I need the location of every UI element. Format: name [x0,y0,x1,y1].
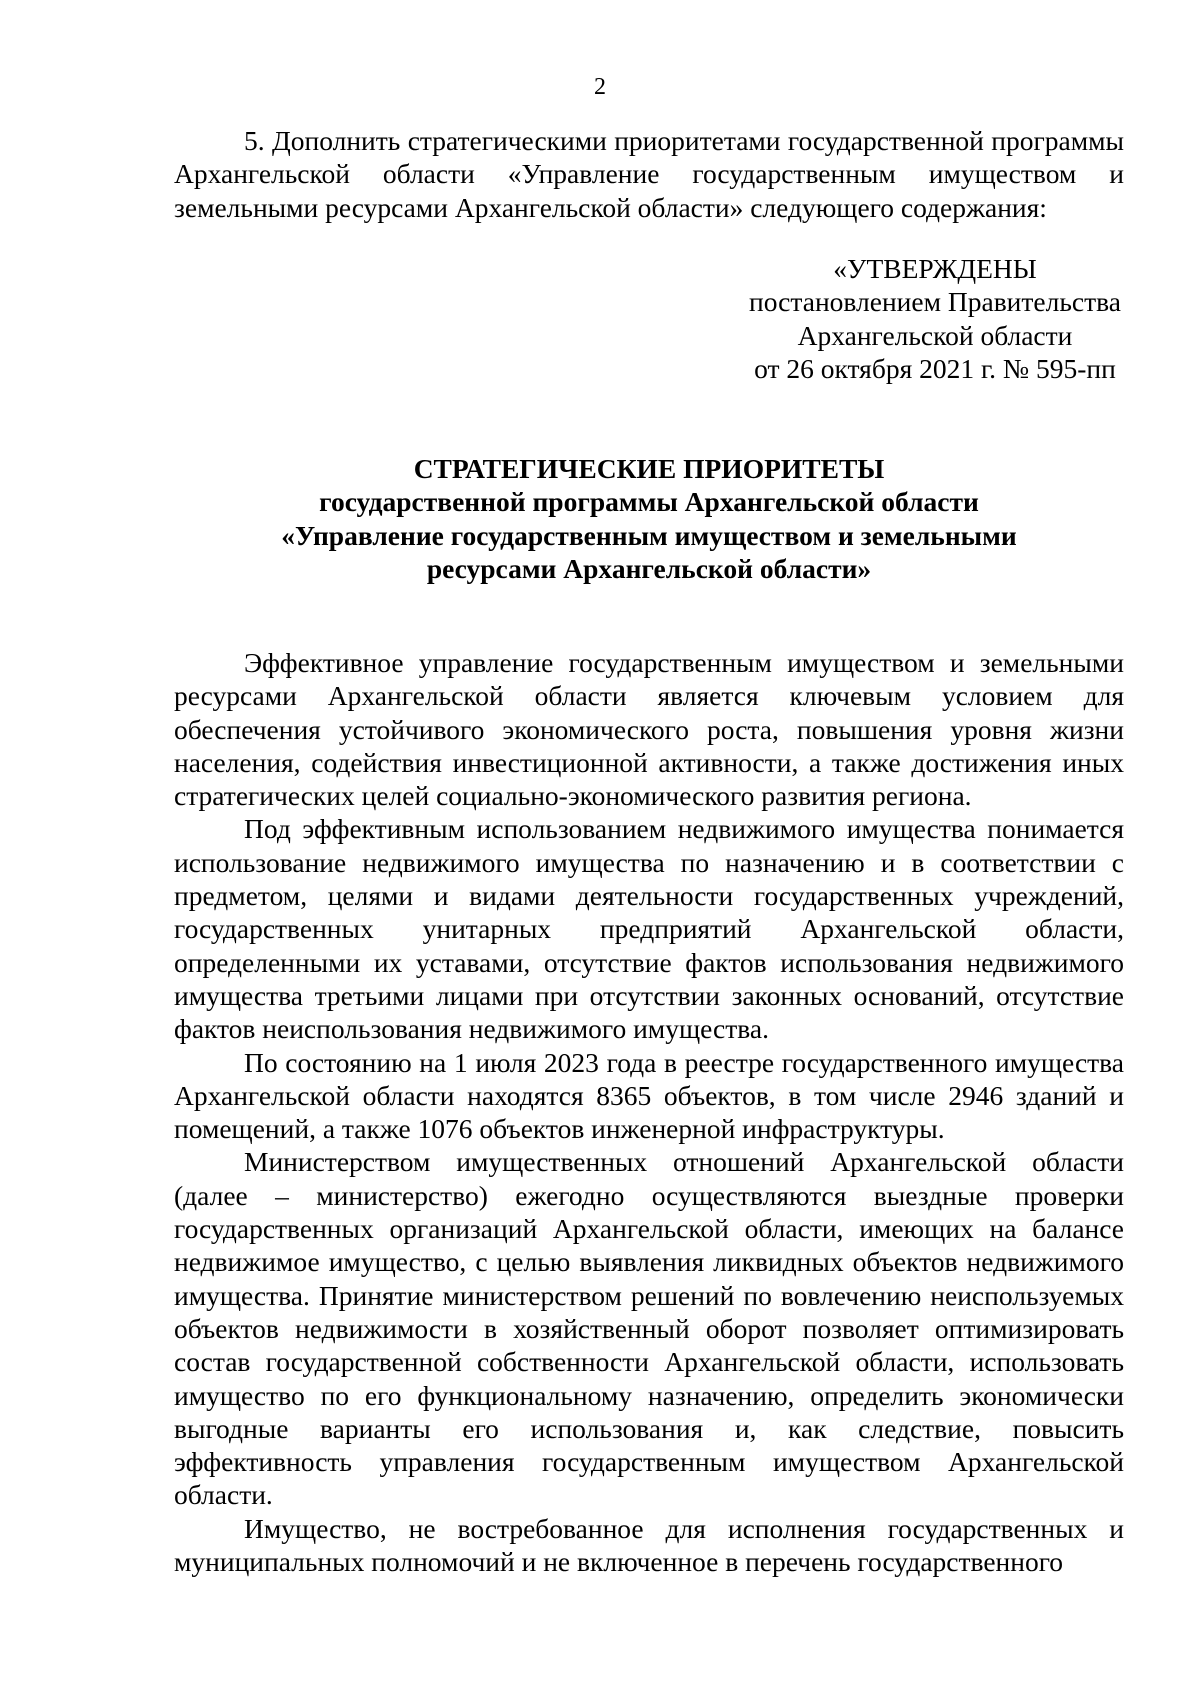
body-paragraph: Эффективное управление государственным имуществом и земельными ресурсами Архангельской области является ключевым условием для обеспечения устойчивого экономического роста, повышения уровня жизни населения, содействия инвестиционной активности, а также достижения иных стратегических целей социально-экономического развития региона. [174,647,1124,812]
approval-line-resolution: постановлением Правительства [749,286,1121,318]
document-title [174,452,1124,585]
approval-line-approved: «УТВЕРЖДЕНЫ [833,253,1037,284]
title-line-4: ресурсами Архангельской области» [426,552,872,584]
title-line-1: СТРАТЕГИЧЕСКИЕ ПРИОРИТЕТЫ [413,453,885,484]
body-paragraph: Имущество, не востребованное для исполнения государственных и муниципальных полномочий и не включенное в перечень государственного [174,1512,1124,1578]
approval-line-date-number: от 26 октября 2021 г. № 595-пп [754,352,1116,384]
title-line-2: государственной программы Архангельской области [319,486,979,518]
approval-stamp [700,252,1170,385]
body-section [174,646,1124,1578]
page-number: 2 [594,74,606,100]
title-line-3: «Управление государственным имуществом и земельными [281,519,1017,551]
body-paragraph: Министерством имущественных отношений Архангельской области (далее – министерство) ежегодно осуществляются выездные проверки государственных организаций Архангельской области, имеющих на балансе недвижимое имущество, с целью выявления ликвидных объектов недвижимого имущества. Принятие министерством решений по вовлечению неиспользуемых объектов недвижимости в хозяйственный оборот позволяет оптимизировать состав государственной собственности Архангельской области, использовать имущество по его функциональному назначению, определить экономически выгодные варианты его использования и, как следствие, повысить эффективность управления государственным имуществом Архангельской области. [174,1146,1124,1511]
body-paragraph: По состоянию на 1 июля 2023 года в реестре государственного имущества Архангельской области находятся 8365 объектов, в том числе 2946 зданий и помещений, а также 1076 объектов инженерной инфраструктуры. [174,1046,1124,1145]
body-paragraph: Под эффективным использованием недвижимого имущества понимается использование недвижимого имущества по назначению и в соответствии с предметом, целями и видами деятельности государственных учреждений, государственных унитарных предприятий Архангельской области, определенными их уставами, отсутствие фактов использования недвижимого имущества третьими лицами при отсутствии законных оснований, отсутствие фактов неиспользования недвижимого имущества. [174,813,1124,1045]
intro-section [174,124,1124,224]
intro-paragraph: 5. Дополнить стратегическими приоритетами государственной программы Архангельской области «Управление государственным имуществом и земельными ресурсами Архангельской области» следующего содержания: [174,125,1124,223]
approval-line-region: Архангельской области [797,319,1073,351]
